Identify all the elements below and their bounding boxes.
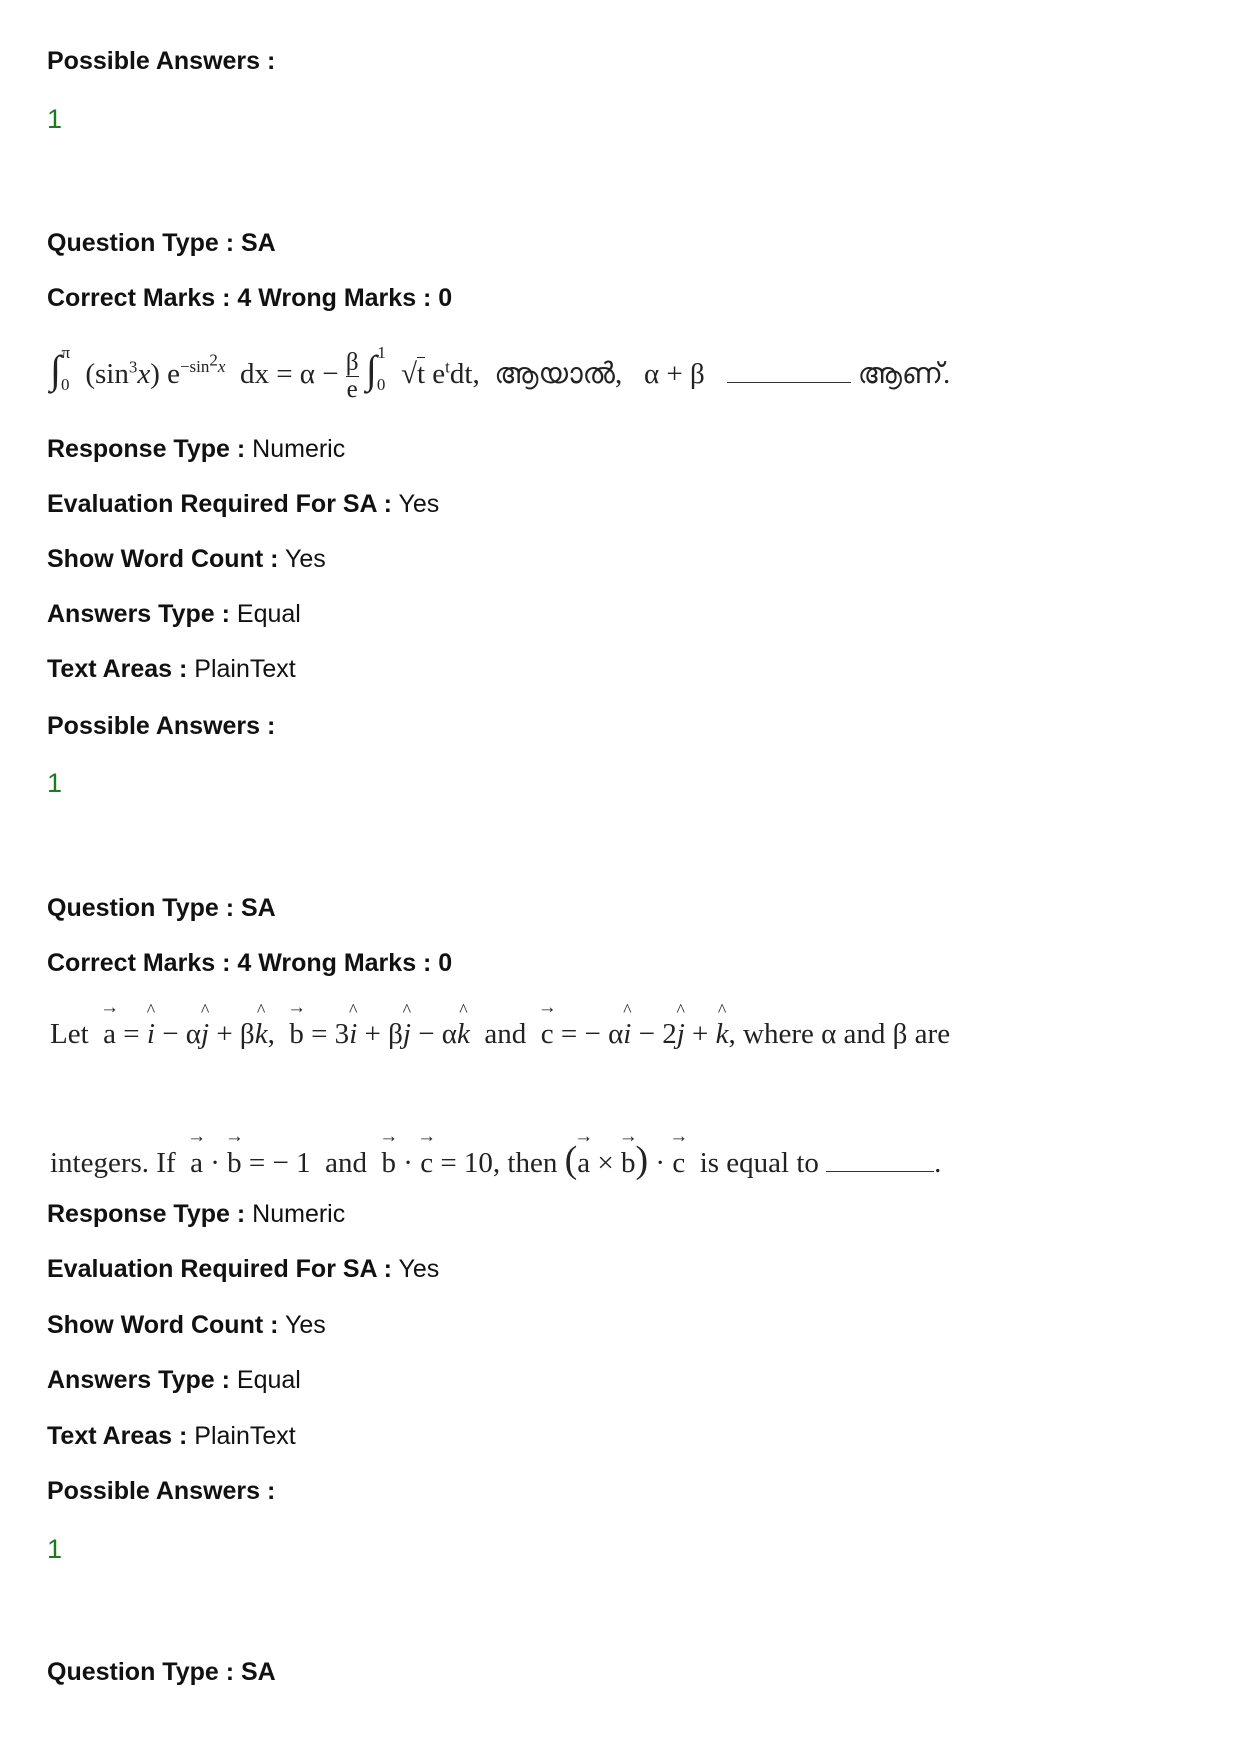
evaluation-required: Evaluation Required For SA : Yes xyxy=(47,1255,440,1283)
question-equation-integral: $\int_0^\pi$ $(\sin^3x)$ $e^{-sin^2x}$ dx = α − $\frac{\beta}{e}$ $\int_0^1$ √t $e^tdt$, ആയാൽ, α + β ആണ്. xyxy=(50,343,951,403)
evaluation-required: Evaluation Required For SA : Yes xyxy=(47,490,440,518)
marks-info: Correct Marks : 4 Wrong Marks : 0 xyxy=(47,284,453,312)
text-areas: Text Areas : PlainText xyxy=(47,1422,296,1450)
question-type: Question Type : SA xyxy=(47,1658,276,1686)
question-type: Question Type : SA xyxy=(47,229,276,257)
question-type: Question Type : SA xyxy=(47,894,276,922)
marks-info: Correct Marks : 4 Wrong Marks : 0 xyxy=(47,949,453,977)
answer-blank xyxy=(727,368,851,383)
response-type: Response Type : Numeric xyxy=(47,435,346,463)
possible-answer-value: 1 xyxy=(47,1534,63,1564)
text-areas: Text Areas : PlainText xyxy=(47,655,296,683)
question-equation-vectors-line1: Let → a = ^ i − α^ j + β^ k, → b = 3^ i + β^ j − α^ k and → c = − α^ i − 2^ j + ^ k, where α and β are xyxy=(50,1018,950,1051)
possible-answers-label: Possible Answers : xyxy=(47,712,276,740)
possible-answer-value: 1 xyxy=(47,768,63,798)
response-type: Response Type : Numeric xyxy=(47,1200,346,1228)
show-word-count: Show Word Count : Yes xyxy=(47,1311,326,1339)
possible-answer-value: 1 xyxy=(47,104,63,134)
answers-type: Answers Type : Equal xyxy=(47,600,301,628)
malayalam-is-text: ആണ്. xyxy=(857,358,951,390)
possible-answers-label: Possible Answers : xyxy=(47,1477,276,1505)
answer-blank xyxy=(826,1157,934,1172)
show-word-count: Show Word Count : Yes xyxy=(47,545,326,573)
answers-type: Answers Type : Equal xyxy=(47,1366,301,1394)
question-equation-vectors-line2: integers. If → a · → b = − 1 and → b · → c = 10, then (→ a × → b) · → c is equal to . xyxy=(50,1138,941,1182)
malayalam-if-text: ആയാൽ, xyxy=(494,358,623,390)
possible-answers-label: Possible Answers : xyxy=(47,47,276,75)
